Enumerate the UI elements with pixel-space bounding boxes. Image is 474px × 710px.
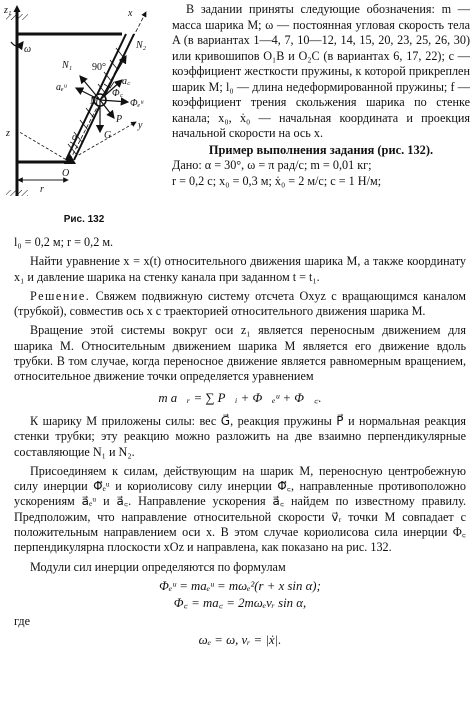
rotation-paragraph: Вращение этой системы вокруг оси z₁ является переносным движением для шарика M. Относительным движением шарика M является его движение вдоль трубки. В том случае, когда переносное движение является равномерным вращением, относительное движение точки определяется уравнением — [14, 323, 466, 384]
moduli-paragraph: Модули сил инерции определяются по формулам — [30, 559, 286, 574]
notation-paragraph: В задании приняты следующие обозначения: m — масса шарика M; ω — постоянная угловая скорость тела A (в вариантах 1—4, 7, 10—12, 14, 15, 20, 23, 25, 26, 30) или кривошипов O₁B и O₂C (в вариантах 6, 17, 22); c — коэффициент жесткости пружины, к которой прикреплен шарик M; l₀ — длина недеформированной пружины; f — коэффициент трения скольжения шарика по стенке канала; x₀, ẋ₀ — начальная координата и проекция начальной скорости на ось x. — [172, 2, 470, 140]
given-line-3: l₀ = 0,2 м; r = 0,2 м. — [14, 235, 114, 249]
label-phi-c: Φ꜀ — [112, 88, 124, 99]
equation-phi-c: Φ꜀ = ma꜀ = 2mωₑvᵣ sin α, — [173, 596, 307, 611]
equation-phi-e: Φₑᵘ = maₑᵘ = mωₑ²(r + x sin α); — [159, 578, 321, 593]
label-z1: z₁ — [4, 5, 12, 16]
label-z: z — [6, 128, 10, 139]
forces-paragraph: К шарику M приложены силы: вес G⃗, реакция пружины P⃗ и нормальная реакция стенки трубки; эту реакцию можно разложить на две взаимно перпендикулярные составляющие N₁ и N₂. — [14, 413, 466, 459]
label-alpha: α — [72, 132, 78, 143]
label-y: y — [138, 120, 143, 131]
label-p: P — [116, 114, 123, 125]
label-x-top: x — [128, 8, 133, 19]
task-paragraph: Найти уравнение x = x(t) относительного движения шарика M, а также координату x₁ и давление шарика на стенку канала при заданном t = t₁. — [14, 254, 466, 284]
label-phi-e: Φₑᵘ — [130, 98, 144, 109]
label-n1: N₁ — [62, 60, 73, 71]
label-ac: a꜀ — [122, 76, 131, 87]
inertia-paragraph: Присоединяем к силам, действующим на шарик M, переносную центробежную силу инерции Φ⃗ₑᵘ и кориолисову силу инерции Φ⃗꜀, направленные противоположно ускорениям a⃗ₑᵘ и a⃗꜀. Направление ускорения a⃗꜀ найдем по известному правилу. Предположим, что направление относительной скорости v⃗ᵣ точки M совпадает с положительным направлением оси x. В этом случае кориолисова сила инерции Φ꜀ перпендикулярна плоскости xOz и направлена, как показано на рис. 132. — [14, 463, 466, 555]
example-title: Пример выполнения задания (рис. 132). — [208, 142, 434, 157]
label-ae: aₑᵘ — [56, 82, 67, 93]
label-r: r — [40, 184, 44, 195]
figure-caption: Рис. 132 — [63, 214, 105, 225]
solution-label: Решение. — [30, 288, 91, 303]
given-line-1: Дано: α = 30°, ω = π рад/с; m = 0,01 кг; — [172, 158, 372, 172]
label-omega: ω — [24, 44, 32, 55]
solution-text: Свяжем подвижную систему отсчета Oxyz с вращающимся каналом (трубкой), совместив ось x с траекторией относительного движения шарика M. — [14, 288, 466, 319]
label-n2: N₂ — [136, 40, 147, 51]
bottom-support — [6, 190, 28, 196]
solution-paragraph — [14, 289, 466, 320]
where-label: где — [14, 613, 31, 628]
label-angle90: 90° — [92, 62, 106, 73]
equation-omega-v: ωₑ = ω, vᵣ = |ẋ|. — [198, 632, 282, 647]
equation-relative-motion: m a⃗ᵣ = ∑ P⃗ᵢ + Φ⃗ₑᵘ + Φ⃗꜀. — [158, 390, 322, 405]
mechanism-diagram — [4, 4, 164, 209]
main-text — [14, 235, 466, 648]
label-m: M — [90, 96, 99, 107]
given-line-2: r = 0,2 с; x₀ = 0,3 м; ẋ₀ = 2 м/с; c = 1 Н/м; — [172, 173, 382, 188]
figure-132 — [4, 4, 164, 225]
label-o: O — [62, 168, 70, 179]
right-column-text — [172, 2, 470, 189]
label-g: G — [104, 130, 112, 141]
